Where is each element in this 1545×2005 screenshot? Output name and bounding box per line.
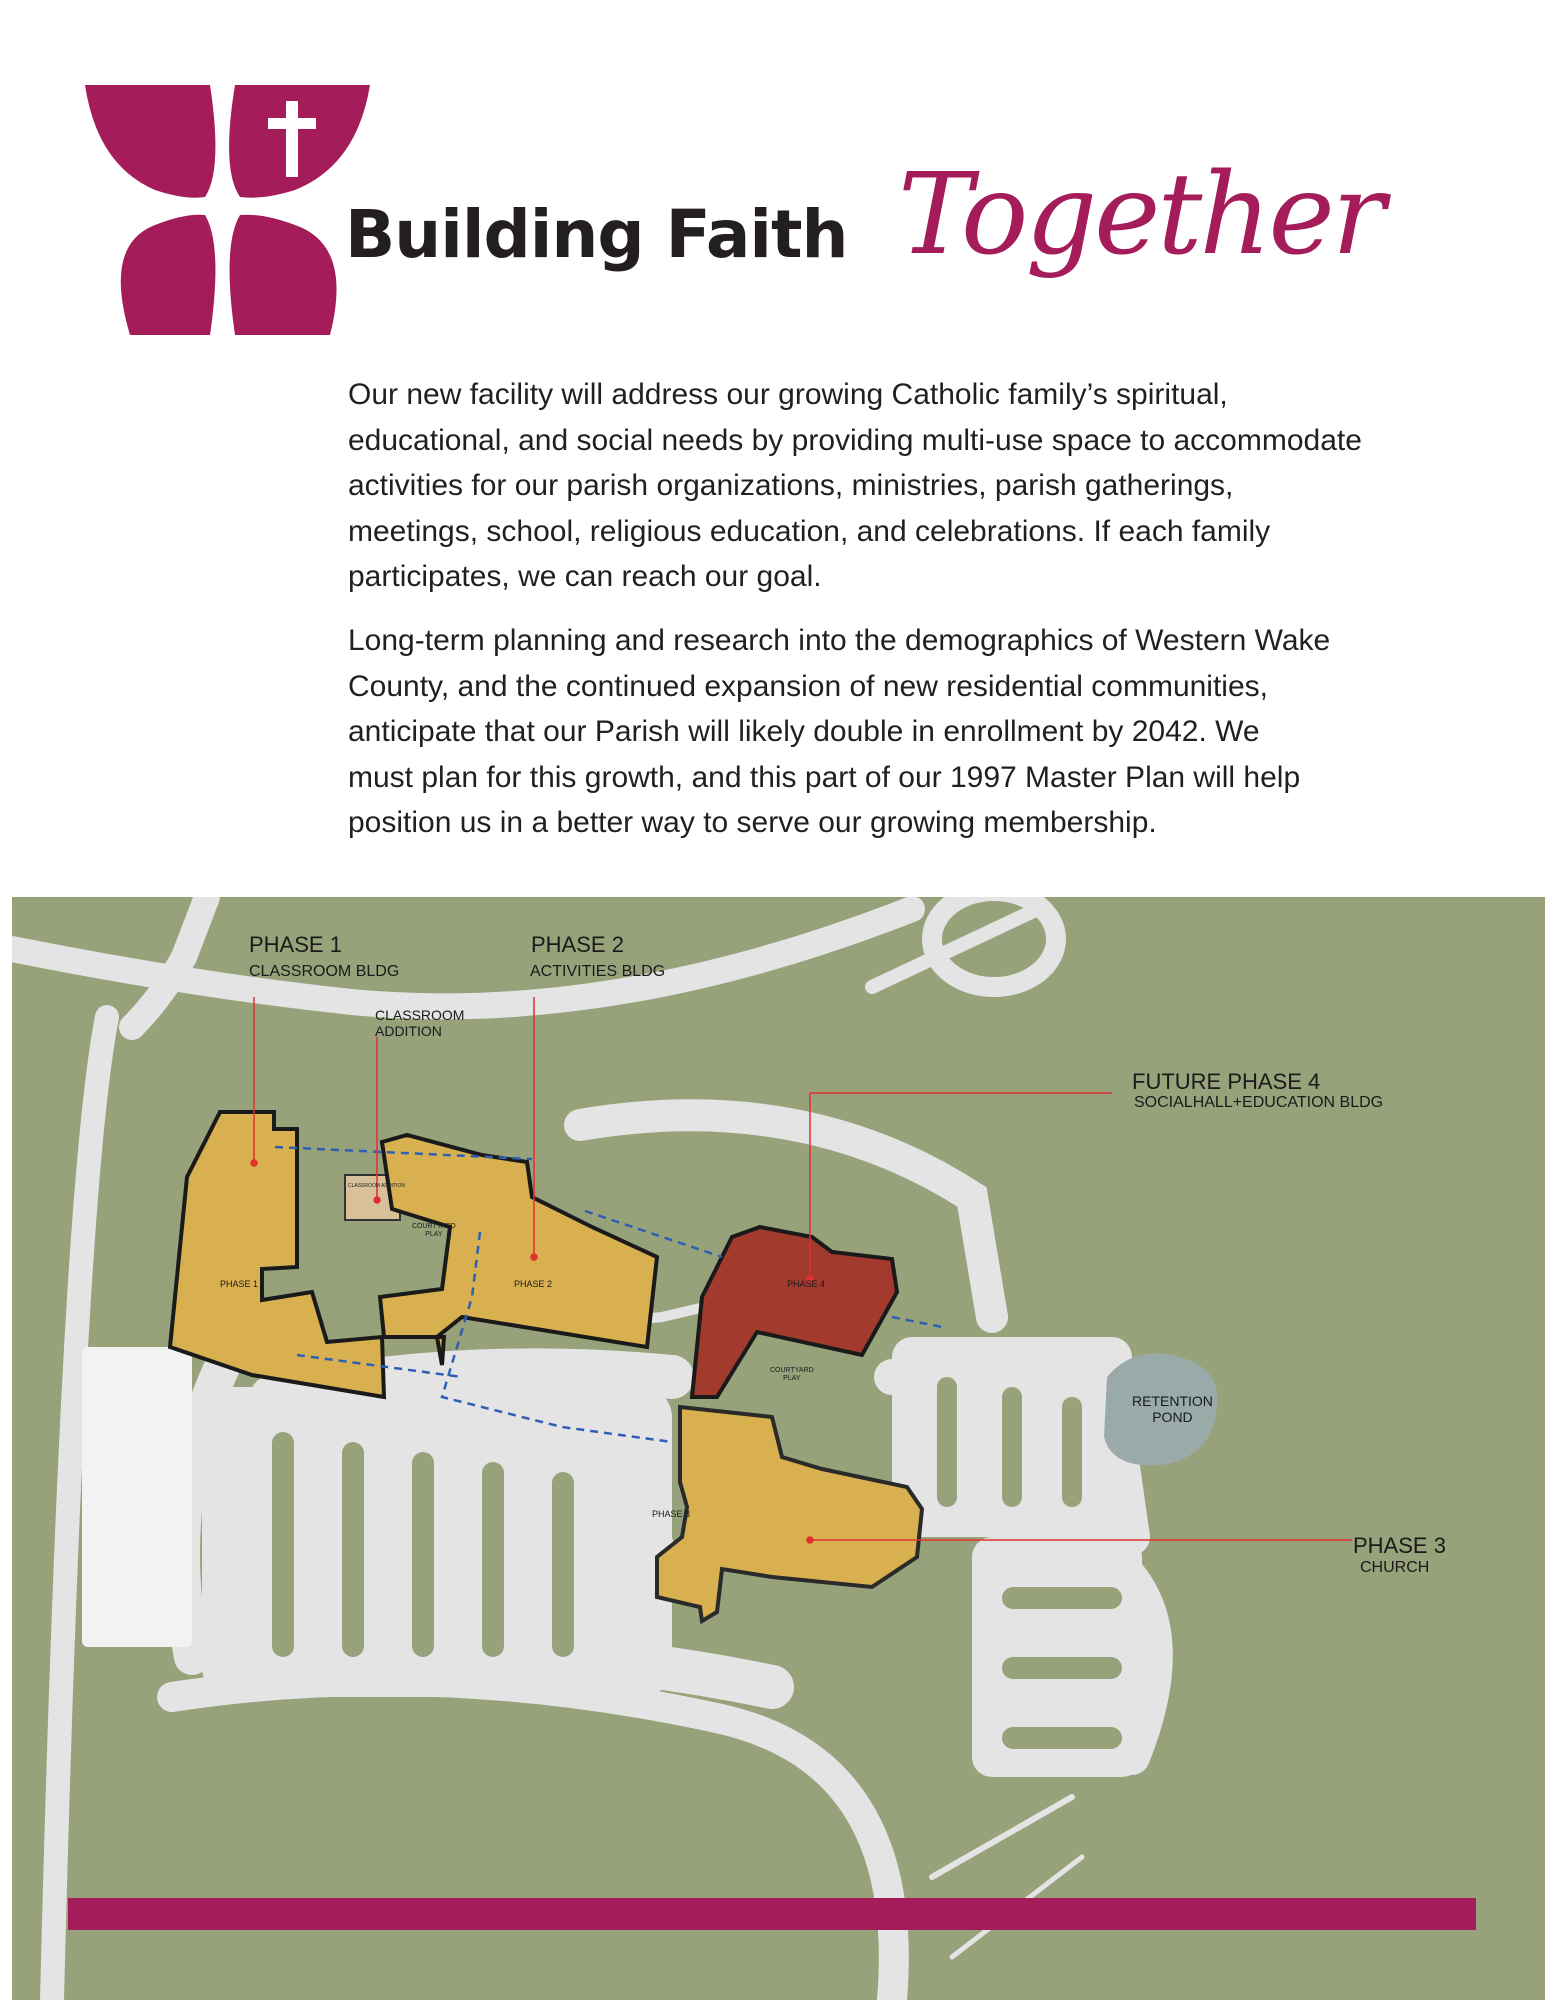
phase2-plan-label: PHASE 2 <box>514 1279 553 1289</box>
footer-accent-bar <box>68 1898 1476 1930</box>
logo-petal-top-left <box>85 85 215 198</box>
parish-logo <box>85 85 370 335</box>
retention-pond-label <box>1132 1393 1213 1425</box>
title-together: Together <box>898 150 1383 280</box>
phase3-subtitle: CHURCH <box>1360 1559 1430 1576</box>
planning-line-4: must plan for this growth, and this part of our 1997 Master Plan will help <box>348 760 1301 794</box>
classroom-addition-plan-label: CLASSROOM ADDITION <box>348 1183 405 1189</box>
logo-petal-bottom-left <box>121 215 216 335</box>
phase2-subtitle: ACTIVITIES BLDG <box>530 963 666 980</box>
title-building-faith: Building Faith <box>345 196 848 273</box>
phase4-subtitle: SOCIALHALL+EDUCATION BLDG <box>1134 1094 1384 1111</box>
phase1-plan-label: PHASE 1 <box>220 1279 259 1289</box>
courtyard-play-1-line2: PLAY <box>425 1231 443 1238</box>
intro-paragraph <box>348 372 1428 600</box>
classroom-addition-label <box>375 1007 464 1039</box>
intro-line-4: meetings, school, religious education, and celebrations. If each family <box>348 514 1271 548</box>
retention-pond-line1: RETENTION <box>1132 1393 1213 1409</box>
courtyard-play-2-line2: PLAY <box>783 1375 801 1382</box>
phase1-subtitle: CLASSROOM BLDG <box>249 963 400 980</box>
classroom-addition-line2: ADDITION <box>375 1023 442 1039</box>
planning-line-1: Long-term planning and research into the demographics of Western Wake <box>348 624 1331 657</box>
phase2-title: PHASE 2 <box>531 932 624 957</box>
site-plan-drawing <box>12 897 1545 2000</box>
intro-line-3: activities for our parish organizations, ministries, parish gatherings, <box>348 469 1234 502</box>
retention-pond-line2: POND <box>1152 1409 1193 1425</box>
courtyard-play-1-line1: COURTYARD <box>412 1223 456 1230</box>
classroom-addition-line1: CLASSROOM <box>375 1007 465 1023</box>
phase3-title: PHASE 3 <box>1353 1533 1446 1558</box>
logo-petal-bottom-right <box>230 215 337 335</box>
logo-petal-top-right <box>229 85 370 198</box>
phase4-plan-label: PHASE 4 <box>787 1279 826 1289</box>
planning-line-3: anticipate that our Parish will likely double in enrollment by 2042. We <box>348 715 1260 748</box>
planning-line-5: position us in a better way to serve our growing membership. <box>348 806 1157 839</box>
courtyard-play-2-line1: COURTYARD <box>770 1367 814 1374</box>
intro-line-1: Our new facility will address our growing Catholic family’s spiritual, <box>348 378 1228 411</box>
courtyard-play-1-label <box>412 1223 456 1239</box>
site-plan-map <box>12 897 1545 2000</box>
phase3-plan-label: PHASE 3 <box>652 1509 691 1519</box>
planning-paragraph <box>348 618 1428 846</box>
intro-line-2: educational, and social needs by providing multi-use space to accommodate <box>348 423 1362 457</box>
phase4-title: FUTURE PHASE 4 <box>1132 1069 1321 1094</box>
phase1-title: PHASE 1 <box>249 932 342 957</box>
intro-line-5: participates, we can reach our goal. <box>348 560 822 593</box>
courtyard-play-2-label <box>770 1367 814 1383</box>
planning-line-2: County, and the continued expansion of new residential communities, <box>348 669 1268 703</box>
